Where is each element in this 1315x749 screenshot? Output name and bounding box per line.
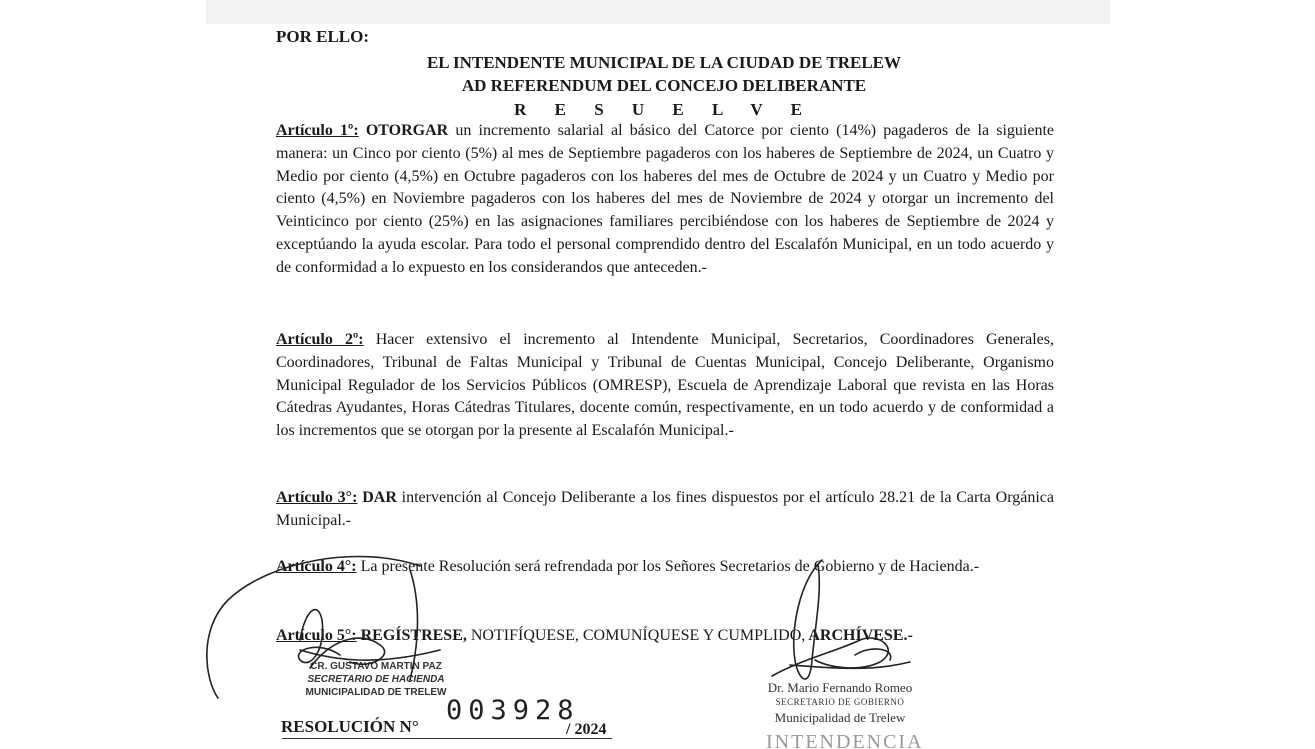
article-1	[276, 120, 1054, 280]
right-signer-name: Dr. Mario Fernando Romeo	[767, 680, 913, 695]
previous-page-strip	[206, 0, 1110, 24]
article-5-keyword-2: ARCHÍVESE.-	[805, 627, 913, 644]
article-1-text: un incremento salarial al básico del Catorce por ciento (14%) pagaderos de la siguiente manera: un Cinco por ciento (5%) al mes de Septiembre pagaderos con los haberes de Septiembre de 2024, un Cuatro y Medio por ciento (4,5%) en Octubre pagaderos con los haberes del mes de Octubre de 2024 y un Cuatro y Medio por ciento (4,5%) en Noviembre pagaderos con los haberes del mes de Noviembre de 2024 y otorgar un incremento del Veinticinco por ciento (25%) en las asignaciones familiares percibiéndose con los haberes de Septiembre de 2024 y exceptúando la ayuda escolar. Para todo el personal comprendido dentro del Escalafón Municipal, en un todo acuerdo y de conformidad a lo expuesto en los considerandos que anteceden.-	[276, 122, 1055, 276]
faded-stamp-text: INTENDENCIA	[766, 731, 924, 749]
article-1-label: Artículo 1º:	[276, 122, 359, 139]
resolution-number: 003928	[446, 695, 580, 726]
article-5-label: Artículo 5°:	[276, 627, 357, 644]
article-2	[276, 329, 1054, 443]
title-line-1: EL INTENDENTE MUNICIPAL DE LA CIUDAD DE TRELEW	[426, 53, 902, 72]
resolution-year: / 2024	[566, 721, 607, 738]
por-ello-label: POR ELLO:	[276, 27, 370, 46]
article-5-text: NOTIFÍQUESE, COMUNÍQUESE Y CUMPLIDO,	[466, 627, 806, 644]
left-signer-role: SECRETARIO DE HACIENDA	[307, 674, 445, 685]
left-signature-stamp	[286, 660, 466, 699]
resuelve-heading: R E S U E L V E	[514, 100, 814, 119]
left-signer-org: MUNICIPALIDAD DE TRELEW	[305, 687, 447, 698]
article-4-text: La presente Resolución será refrendada por los Señores Secretarios de Gobierno y de Hacienda.-	[356, 558, 980, 575]
article-2-text: Hacer extensivo el incremento al Intendente Municipal, Secretarios, Coordinadores Generales, Coordinadores, Tribunal de Faltas Municipal y Tribunal de Cuentas Municipal, Concejo Deliberante, Organismo Municipal Regulador de los Servicios Públicos (OMRESP), Escuela de Aprendizaje Laboral que revista en las Horas Cátedras Ayudantes, Horas Cátedras Titulares, docente común, respectivamente, en un todo acuerdo y de conformidad a los incrementos que se otorgan por la presente al Escalafón Municipal.-	[276, 331, 1055, 440]
title-line-2: AD REFERENDUM DEL CONCEJO DELIBERANTE	[461, 76, 867, 95]
resolution-label: RESOLUCIÓN N°	[281, 717, 419, 736]
article-4-label: Artículo 4°:	[276, 558, 357, 575]
article-4	[276, 556, 1031, 579]
article-5-keyword: REGÍSTRESE,	[360, 627, 467, 644]
right-signature-stamp	[745, 680, 935, 725]
resolution-underline	[282, 738, 612, 739]
article-3	[276, 487, 1054, 533]
article-2-label: Artículo 2º:	[276, 331, 364, 348]
article-1-keyword: OTORGAR	[365, 122, 449, 139]
right-signer-role: SECRETARIO DE GOBIERNO	[775, 697, 905, 707]
article-3-label: Artículo 3°:	[276, 489, 358, 506]
right-signer-org: Municipalidad de Trelew	[774, 710, 906, 725]
left-signer-name: CR. GUSTAVO MARTIN PAZ	[310, 661, 442, 672]
article-3-text: intervención al Concejo Deliberante a los fines dispuestos por el artículo 28.21 de la Carta Orgánica Municipal.-	[276, 489, 1055, 529]
article-3-keyword: DAR	[362, 489, 397, 506]
article-5	[276, 625, 1054, 648]
